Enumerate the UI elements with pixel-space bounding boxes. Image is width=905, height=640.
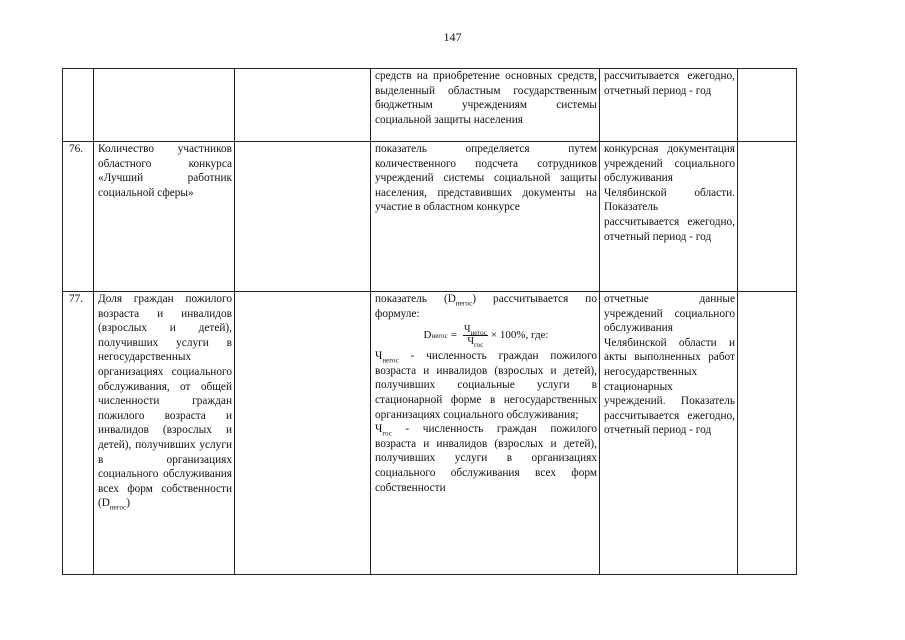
source-cell: конкурсная документация учреждений социального обслуживания Челябинской области. Показатель рассчитывается ежегодно, отчетный период - год [604, 143, 735, 243]
source-cell: отчетные данные учреждений социального обслуживания Челябинской области и акты выполненных работ негосударственных стационарных учреждений. Показатель рассчитывается ежегодно, отчетный период - год [604, 293, 735, 437]
definition-1: $Ч_{негос}$ - численность граждан пожилого возраста и инвалидов (взрослых и детей), получивших социальные услуги в стационарной форме в негосударственных организациях социального обслуживания; [375, 350, 597, 421]
method-cell: показатель определяется путем количественного подсчета сотрудников учреждений системы социальной защиты населения, представивших документы на участие в областном конкурсе [375, 143, 597, 214]
formula-intro: показатель $(D_{негос})$ рассчитывается по формуле: [375, 293, 597, 320]
indicator-name-cell: Количество участников областного конкурса «Лучший работник социальной сферы» [98, 143, 232, 199]
row-number: 77. [69, 293, 84, 305]
method-cell: средств на приобретение основных средств, выделенный областным государственным бюджетным учреждениям системы социальной защиты населения [375, 70, 597, 126]
source-cell: рассчитывается ежегодно, отчетный период - год [604, 70, 735, 97]
definition-2: $Ч_{гос}$ - численность граждан пожилого возраста и инвалидов (взрослых и детей), получивших услуги в организациях социального обслуживания всех форм собственности [375, 423, 597, 494]
page-number: 147 [443, 30, 462, 44]
table-row [371, 69, 599, 141]
formula: D негос = $\frac{Ч_{негос}}{Ч_{гос}}$ × 100%, где: [423, 324, 549, 350]
fraction: $\frac{Ч_{негос}}{Ч_{гос}}$ [464, 324, 487, 350]
row-number: 76. [69, 143, 84, 155]
indicator-name-cell: Доля граждан пожилого возраста и инвалидов (взрослых и детей), получивших услуги в негосударственных организациях социального обслуживания, от общей численности граждан пожилого возраста и инвалидов (взрослых и детей), получивших услуги в организациях социального обслуживания всех форм собственности $(D_{негос})$ [98, 293, 232, 512]
method-cell [371, 292, 599, 574]
